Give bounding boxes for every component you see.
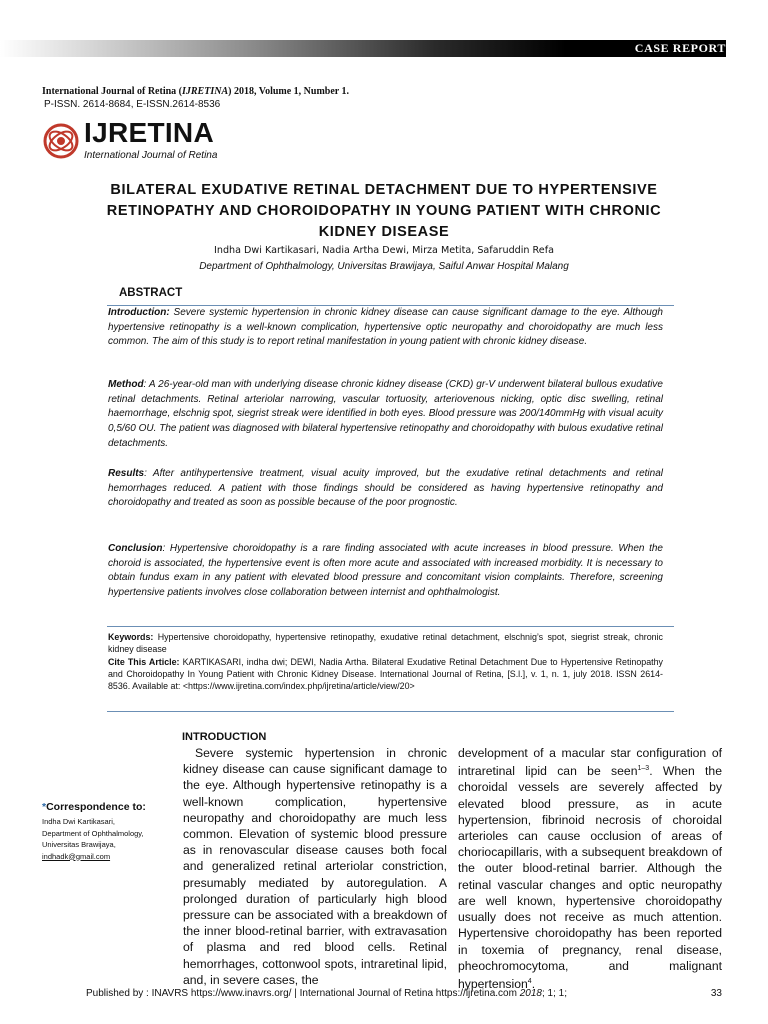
abstract-method-text: : A 26-year-old man with underlying disease chronic kidney disease (CKD) gr-V underwent bilateral bullous exudative retinal detachments. Retinal arteriolar narrowing, vascular tortuosity, arteriovenous nicking, optic disc swelling, retinal haemorrhage, elschnig spot, siegrist streak were identified in both eyes. Blood pressure was 200/140mmHg with visual acuity 0,5/60 OU. The patient was diagnosed with bilateral hypertensive retinopathy and choroidopathy with bulous exudative retinal detachments. xyxy=(108,379,663,449)
abstract-method-label: Method xyxy=(108,379,144,390)
case-report-label: CASE REPORT xyxy=(634,41,726,55)
abstract-introduction xyxy=(108,306,663,350)
correspondence-university: Universitas Brawijaya, xyxy=(42,840,116,849)
citation-text[interactable]: KARTIKASARI, indha dwi; DEWI, Nadia Artha. Bilateral Exudative Retinal Detachment Due to Hypertensive Retinopathy and Choroidopathy In Young Patient with Chronic Kidney Disease. International Journal of Retina, [S.l.], v. 1, n. 1, july 2018. ISSN 2614-8536. Available at: <https://www.ijretina.com/index.php/ijretina/article/view/20> xyxy=(108,656,663,692)
abstract-conclusion-text: : Hypertensive choroidopathy is a rare finding associated with acute increases in blood pressure. When the choroid is associated, the hypertensive event is often more acute and associated with increased morbidity. It is necessary to obtain fundus exam in any patient with elevated blood pressure and concomitant vision complaints. Therefore, screening hypertensive patients involves close collaboration between internist and ophthalmologist. xyxy=(108,543,663,599)
footer-volume: ; 1; 1; xyxy=(541,988,567,999)
abstract-conclusion-label: Conclusion xyxy=(108,543,163,554)
page-number: 33 xyxy=(710,988,722,999)
divider xyxy=(107,626,674,627)
abstract-introduction-text: Severe systemic hypertension in chronic kidney disease can cause significant damage to the eye. Although hypertensive retinopathy is a well-known complication, hypertensive optic neuropathy and choroidopathy are much less common. The aim of this study is to report retinal manifestation in young patient with chronic kidney disease. xyxy=(108,307,663,348)
abstract-introduction-label: Introduction: xyxy=(108,307,170,318)
divider xyxy=(107,711,674,712)
reference-superscript: 4 xyxy=(527,977,532,985)
logo-wordmark: IJRETINA xyxy=(84,117,214,148)
abstract-heading: ABSTRACT xyxy=(119,287,183,299)
journal-citation-line xyxy=(42,86,349,98)
journal-name: International Journal of Retina ( xyxy=(42,86,182,97)
keywords xyxy=(108,631,663,656)
keywords-label: Keywords: xyxy=(108,632,154,642)
correspondence-heading xyxy=(42,800,172,814)
eye-logo-icon xyxy=(45,125,77,157)
author-affiliation: Department of Ophthalmology, Universitas Brawijaya, Saiful Anwar Hospital Malang xyxy=(199,261,569,272)
correspondence-heading-text: Correspondence to: xyxy=(46,801,146,813)
page-footer xyxy=(86,988,724,1000)
footer-publisher: Published by : INAVRS https://www.inavrs.org/ | International Journal of Retina https://ijretina.com xyxy=(86,988,520,999)
abstract-results-text: : After antihypertensive treatment, visual acuity improved, but the exudative retinal detachments and retinal hemorrhages reduced. A patient with those findings should be considered as having hypertensive retinopathy and choroidopathy and treated as soon as possible because of the poor prognostic. xyxy=(108,468,663,509)
introduction-heading: INTRODUCTION xyxy=(182,731,267,743)
abstract-conclusion xyxy=(108,542,663,601)
intro-col2-text-a: development of a macular star configuration of intraretinal lipid can be seen xyxy=(458,746,722,779)
footer-year: 2018 xyxy=(519,988,542,999)
article-title: BILATERAL EXUDATIVE RETINAL DETACHMENT DUE TO HYPERTENSIVE RETINOPATHY AND CHOROIDOPATHY IN YOUNG PATIENT WITH CHRONIC KIDNEY DISEASE xyxy=(106,182,662,240)
journal-abbreviation: IJRETINA xyxy=(182,86,229,97)
keywords-text: Hypertensive choroidopathy, hypertensive retinopathy, exudative retinal detachment, elschnig’s spot, siegrist streak, chronic kidney disease xyxy=(108,632,663,655)
header-bar xyxy=(0,40,726,57)
correspondence-star: * xyxy=(42,801,47,813)
introduction-column-1: Severe systemic hypertension in chronic kidney disease can cause significant damage to the eye. Although hypertensive retinopathy is a well-known complication, hypertensive neuropathy and choroidopathy are much less common. Elevation of systemic blood pressure as in renovascular disease causes both focal and generalized retinal arteriolar constriction, presumably mediated by autoregulation. A prolonged duration of particularly high blood pressure can be associated with a breakdown of the inner blood-retinal barrier, with extravasation of plasma and red blood cells. Retinal hemorrhages, cottonwool spots, intraretinal lipid, and, in severe cases, the xyxy=(183,746,447,987)
intro-col2-text-b: . When the choroidal vessels are severely affected by elevated blood pressure, as in acute hypertension, fibrinoid necrosis of choroidal arterioles can cause occlusion of areas of choriocapillaris, with a subsequent breakdown of the outer blood-retinal barrier. Although the retinal vascular changes and optic neuropathy are well known, hypertensive choroidopathy usually does not receive as much attention. Hypertensive choroidopathy has been reported in toxemia of pregnancy, renal disease, pheochromocytoma, and malignant hypertension xyxy=(458,764,722,991)
journal-volume: ) 2018, Volume 1, Number 1. xyxy=(228,86,350,97)
correspondence-email[interactable]: indhadk@gmail.com xyxy=(42,851,111,861)
correspondence-name: Indha Dwi Kartikasari, xyxy=(42,817,115,826)
abstract-results-label: Results xyxy=(108,468,145,479)
correspondence-department: Department of Ophthalmology, xyxy=(42,828,144,838)
introduction-column-2 xyxy=(458,745,722,992)
issn-line: P-ISSN. 2614-8684, E-ISSN.2614-8536 xyxy=(44,99,221,110)
abstract-results xyxy=(108,467,663,511)
article-authors: Indha Dwi Kartikasari, Nadia Artha Dewi, Mirza Metita, Safaruddin Refa xyxy=(214,245,554,256)
abstract-method xyxy=(108,378,663,452)
citation xyxy=(108,656,663,693)
correspondence-box xyxy=(42,800,172,862)
logo-subtitle: International Journal of Retina xyxy=(84,150,218,161)
intro-col2-text-end: . xyxy=(531,976,536,991)
citation-label: Cite This Article: xyxy=(108,656,180,667)
reference-superscript: 1–3 xyxy=(637,765,650,773)
keywords-block xyxy=(108,631,663,692)
